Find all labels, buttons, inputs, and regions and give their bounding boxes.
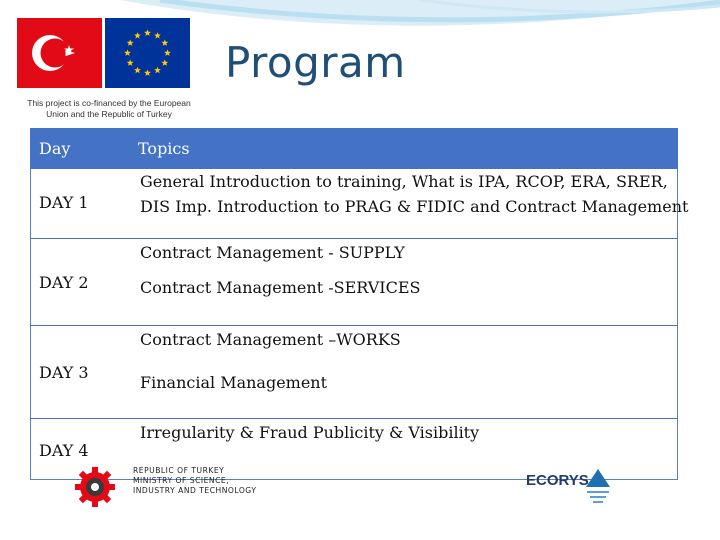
table-header <box>30 128 678 168</box>
table-row <box>30 238 678 325</box>
ministry-line-3: INDUSTRY AND TECHNOLOGY <box>133 486 257 495</box>
table-row <box>30 418 678 480</box>
row-topic: DIS Imp. Introduction to PRAG & FIDIC and Contract Management <box>140 197 689 216</box>
program-table <box>30 128 689 480</box>
eu-star-icon <box>144 29 151 36</box>
row-day: DAY 3 <box>39 363 89 382</box>
ministry-line-2: MINISTRY OF SCIENCE, <box>133 476 230 485</box>
ministry-line-1: REPUBLIC OF TURKEY <box>133 466 225 475</box>
eu-star-icon <box>161 59 168 66</box>
table-row <box>30 168 689 238</box>
row-topic: Contract Management -SERVICES <box>140 278 421 297</box>
eu-star-icon <box>127 39 134 46</box>
eu-star-icon <box>144 69 151 76</box>
cofinance-note <box>14 98 204 120</box>
eu-flag-icon <box>105 18 190 88</box>
eu-star-icon <box>127 59 134 66</box>
turkey-flag-icon <box>17 18 102 88</box>
cofinance-line-2: Union and the Republic of Turkey <box>46 109 172 119</box>
row-topic: Contract Management - SUPPLY <box>140 243 405 262</box>
row-day: DAY 1 <box>39 193 89 212</box>
eu-star-icon <box>154 67 161 74</box>
ecorys-triangle-icon <box>584 467 612 507</box>
row-topic: Financial Management <box>140 373 328 392</box>
eu-star-icon <box>164 49 171 56</box>
eu-star-icon <box>134 67 141 74</box>
flags <box>17 18 190 88</box>
ministry-name <box>133 466 256 496</box>
row-day: DAY 2 <box>39 273 89 292</box>
col-day-header: Day <box>39 138 71 158</box>
table-row <box>30 325 678 418</box>
row-topic: Irregularity & Fraud Publicity & Visibility <box>140 423 480 442</box>
ecorys-logo-text: ECORYS <box>526 472 589 489</box>
eu-star-icon <box>161 39 168 46</box>
cofinance-line-1: This project is co-financed by the European <box>27 98 191 108</box>
row-topic: General Introduction to training, What is IPA, RCOP, ERA, SRER, <box>140 172 668 191</box>
row-day: DAY 4 <box>39 441 89 460</box>
page-title: Program <box>225 38 406 87</box>
col-topics-header: Topics <box>138 138 190 158</box>
eu-star-icon <box>154 32 161 39</box>
ministry-gear-icon <box>70 465 120 509</box>
row-topic: Contract Management –WORKS <box>140 330 401 349</box>
eu-star-icon <box>124 49 131 56</box>
eu-star-icon <box>134 32 141 39</box>
